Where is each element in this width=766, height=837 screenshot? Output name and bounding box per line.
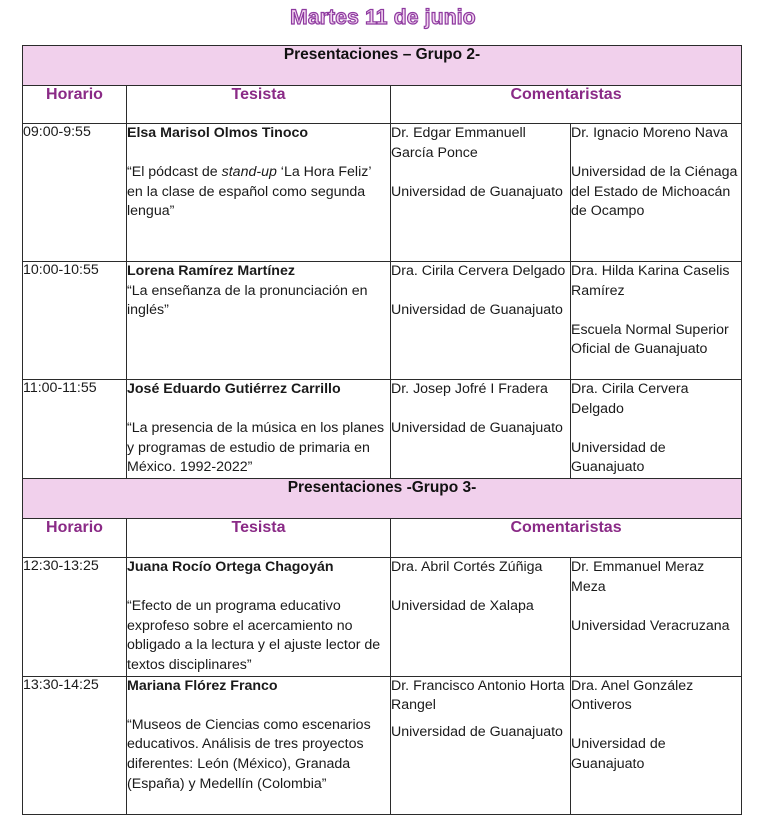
presenter-name: José Eduardo Gutiérrez Carrillo bbox=[127, 381, 341, 397]
commentator-institution: Universidad de la Ciénaga del Estado de Michoacán de Ocampo bbox=[571, 164, 738, 220]
time-slot: 11:00-11:55 bbox=[23, 380, 127, 479]
commentator-name: Dra. Hilda Karina Caselis Ramírez bbox=[571, 263, 730, 299]
presenter-name: Mariana Flórez Franco bbox=[127, 677, 278, 694]
thesis-cell bbox=[127, 262, 391, 380]
table-row bbox=[23, 380, 742, 479]
thesis-cell bbox=[127, 558, 391, 677]
commentator-name: Dr. Emmanuel Meraz Meza bbox=[571, 559, 705, 595]
group-label: Presentaciones -Grupo 3- bbox=[23, 479, 742, 519]
commentator-1-cell bbox=[391, 380, 571, 479]
commentator-institution: Universidad de Guanajuato bbox=[391, 420, 563, 437]
column-header-row bbox=[23, 519, 742, 558]
commentator-1-cell bbox=[391, 676, 571, 814]
table-row bbox=[23, 124, 742, 262]
thesis-cell bbox=[127, 676, 391, 814]
commentator-2-cell bbox=[571, 676, 742, 814]
commentator-name: Dr. Francisco Antonio Horta Rangel bbox=[391, 677, 565, 714]
commentator-name: Dr. Ignacio Moreno Nava bbox=[571, 125, 728, 141]
thesis-cell bbox=[127, 124, 391, 262]
page-title: Martes 11 de junio bbox=[290, 6, 476, 29]
commentator-institution: Universidad de Guanajuato bbox=[391, 183, 563, 200]
table-row bbox=[23, 676, 742, 814]
commentator-name: Dr. Edgar Emmanuell García Ponce bbox=[391, 125, 526, 161]
commentator-institution: Universidad de Guanajuato bbox=[391, 302, 563, 319]
commentator-institution: Universidad de Guanajuato bbox=[391, 723, 563, 740]
group-header-row bbox=[23, 46, 742, 86]
group-header-row bbox=[23, 479, 742, 519]
presenter-name: Lorena Ramírez Martínez bbox=[127, 263, 295, 279]
commentator-1-cell bbox=[391, 262, 571, 380]
table-row bbox=[23, 262, 742, 380]
commentator-2-cell bbox=[571, 124, 742, 262]
commentator-name: Dr. Josep Jofré I Fradera bbox=[391, 381, 548, 397]
commentator-name: Dra. Cirila Cervera Delgado bbox=[391, 263, 566, 279]
commentator-institution: Universidad de Guanajuato bbox=[571, 736, 666, 772]
commentator-2-cell bbox=[571, 262, 742, 380]
commentator-institution: Universidad de Xalapa bbox=[391, 598, 534, 615]
time-slot: 12:30-13:25 bbox=[23, 558, 127, 677]
horario-header: Horario bbox=[23, 86, 127, 124]
column-header-row bbox=[23, 86, 742, 124]
commentator-name: Dra. Anel González Ontiveros bbox=[571, 677, 694, 714]
horario-header: Horario bbox=[23, 519, 127, 558]
presenter-name: Juana Rocío Ortega Chagoyán bbox=[127, 559, 334, 575]
group-label: Presentaciones – Grupo 2- bbox=[23, 46, 742, 86]
commentator-2-cell bbox=[571, 558, 742, 677]
schedule-table bbox=[22, 45, 742, 815]
time-slot: 09:00-9:55 bbox=[23, 124, 127, 262]
commentator-name: Dra. Cirila Cervera Delgado bbox=[571, 381, 689, 417]
commentator-institution: Universidad Veracruzana bbox=[571, 617, 730, 634]
thesis-title: “Museos de Ciencias como escenarios educativos. Análisis de tres proyectos diferentes: León (México), Granada (España) y Medellín (Colombia” bbox=[127, 716, 371, 792]
table-row bbox=[23, 558, 742, 677]
comentaristas-header: Comentaristas bbox=[391, 86, 742, 124]
time-slot: 10:00-10:55 bbox=[23, 262, 127, 380]
thesis-title: “La presencia de la música en los planes y programas de estudio de primaria en México. 1992-2022” bbox=[127, 420, 385, 476]
commentator-institution: Universidad de Guanajuato bbox=[571, 439, 666, 476]
tesista-header: Tesista bbox=[127, 519, 391, 558]
commentator-1-cell bbox=[391, 124, 571, 262]
commentator-2-cell bbox=[571, 380, 742, 479]
tesista-header: Tesista bbox=[127, 86, 391, 124]
thesis-cell bbox=[127, 380, 391, 479]
commentator-name: Dra. Abril Cortés Zúñiga bbox=[391, 559, 543, 575]
thesis-title: “La enseñanza de la pronunciación en inglés” bbox=[127, 282, 368, 319]
time-slot: 13:30-14:25 bbox=[23, 676, 127, 814]
presenter-name: Elsa Marisol Olmos Tinoco bbox=[127, 125, 309, 141]
comentaristas-header: Comentaristas bbox=[391, 519, 742, 558]
thesis-title: “Efecto de un programa educativo exprofeso sobre el acercamiento no obligado a la lectura y el ajuste lector de textos disciplinares” bbox=[127, 598, 381, 673]
commentator-institution: Escuela Normal Superior Oficial de Guanajuato bbox=[571, 321, 729, 358]
commentator-1-cell bbox=[391, 558, 571, 677]
thesis-title: “El pódcast de stand-up ‘La Hora Feliz’ en la clase de español como segunda lengua” bbox=[127, 164, 371, 220]
